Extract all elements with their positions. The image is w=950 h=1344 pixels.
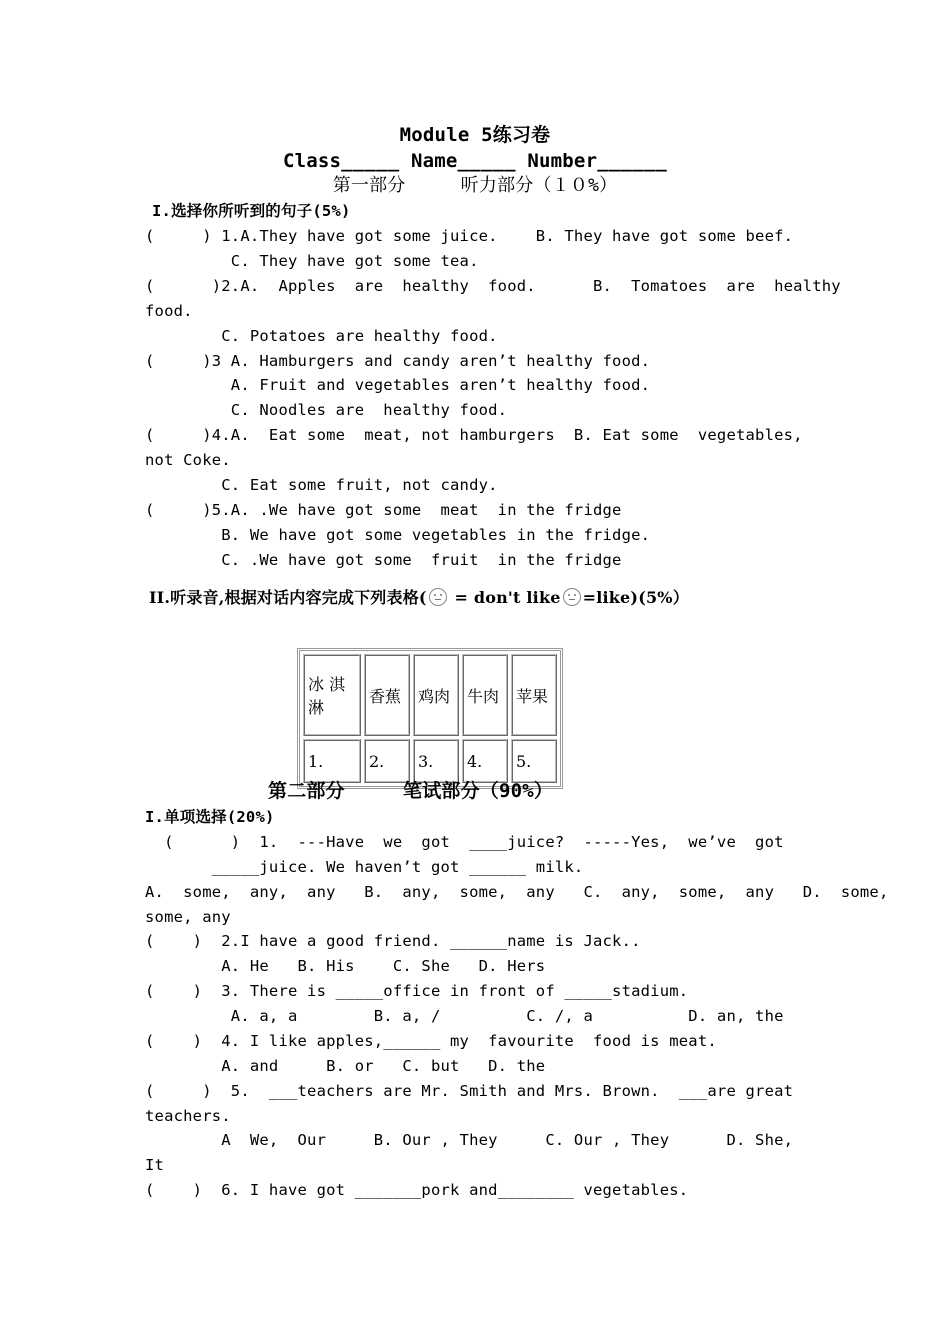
listening-section1-heading: I.选择你所听到的句子(5%): [152, 202, 351, 220]
section2-heading-part-b: = don't like: [448, 588, 561, 607]
question-line: ( )4.A. Eat some meat, not hamburgers B. Eat some vegetables,: [145, 426, 803, 444]
table-header-row: [303, 654, 557, 736]
question-line: A. some, any, any B. any, some, any C. any, some, any D. some,: [145, 883, 889, 901]
question-line: It: [145, 1156, 165, 1174]
part1-title: 第一部分 听力部分（１０%）: [332, 175, 618, 196]
table-answer-cell[interactable]: 5.: [511, 739, 557, 783]
table-header-cell: 香蕉: [364, 654, 410, 736]
neutral-face-icon: [563, 588, 581, 606]
question-line: ( ) 4. I like apples,______ my favourite food is meat.: [145, 1032, 717, 1050]
question-line: not Coke.: [145, 451, 231, 469]
part2-title: 第二部分 笔试部分（90%）: [268, 780, 554, 802]
question-line: ( ) 2.I have a good friend. ______name is Jack..: [145, 932, 641, 950]
listening-section2-heading: [149, 585, 689, 610]
question-line: _____juice. We haven’t got ______ milk.: [145, 858, 584, 876]
table-header-cell: 牛肉: [462, 654, 508, 736]
question-line: A. a, a B. a, / C. /, a D. an, the: [145, 1007, 784, 1025]
question-line: ( )2.A. Apples are healthy food. B. Tomatoes are healthy: [145, 277, 841, 295]
question-line: C. Potatoes are healthy food.: [145, 327, 498, 345]
question-line: C. Noodles are healthy food.: [145, 401, 508, 419]
question-line: ( ) 1. ---Have we got ____juice? -----Yes, we’ve got: [145, 833, 784, 851]
question-line: B. We have got some vegetables in the fridge.: [145, 526, 651, 544]
table-header-cell: 鸡肉: [413, 654, 459, 736]
table-answer-cell[interactable]: 1.: [303, 739, 361, 783]
food-preference-table: [297, 648, 563, 789]
question-line: A. He B. His C. She D. Hers: [145, 957, 546, 975]
question-line: ( ) 1.A.They have got some juice. B. They have got some beef.: [145, 227, 794, 245]
section2-heading-part-c: =like)(5%）: [582, 588, 689, 607]
question-line: ( ) 6. I have got _______pork and________ vegetables.: [145, 1181, 689, 1199]
question-line: food.: [145, 302, 193, 320]
written-section1-heading: I.单项选择(20%): [145, 808, 275, 826]
table-answer-row: [303, 739, 557, 783]
question-line: A. Fruit and vegetables aren’t healthy food.: [145, 376, 651, 394]
section2-heading-part-a: II.听录音,根据对话内容完成下列表格(: [149, 588, 427, 607]
worksheet-title: Module 5练习卷: [399, 124, 551, 146]
question-line: C. Eat some fruit, not candy.: [145, 476, 498, 494]
question-line: ( ) 3. There is _____office in front of _____stadium.: [145, 982, 689, 1000]
table-answer-cell[interactable]: 3.: [413, 739, 459, 783]
table-answer-cell[interactable]: 4.: [462, 739, 508, 783]
question-line: A. and B. or C. but D. the: [145, 1057, 546, 1075]
student-info-line: Class_____ Name_____ Number______: [282, 150, 668, 172]
table-header-cell: 冰 淇淋: [303, 654, 361, 736]
table-answer-cell[interactable]: 2.: [364, 739, 410, 783]
neutral-face-icon: [429, 588, 447, 606]
question-line: C. .We have got some fruit in the fridge: [145, 551, 622, 569]
question-line: ( )5.A. .We have got some meat in the fridge: [145, 501, 622, 519]
table-header-cell: 苹果: [511, 654, 557, 736]
question-line: some, any: [145, 908, 231, 926]
question-line: ( )3 A. Hamburgers and candy aren’t healthy food.: [145, 352, 651, 370]
question-line: teachers.: [145, 1107, 231, 1125]
question-line: ( ) 5. ___teachers are Mr. Smith and Mrs. Brown. ___are great: [145, 1082, 794, 1100]
question-line: A We, Our B. Our , They C. Our , They D. She,: [145, 1131, 794, 1149]
question-line: C. They have got some tea.: [145, 252, 479, 270]
